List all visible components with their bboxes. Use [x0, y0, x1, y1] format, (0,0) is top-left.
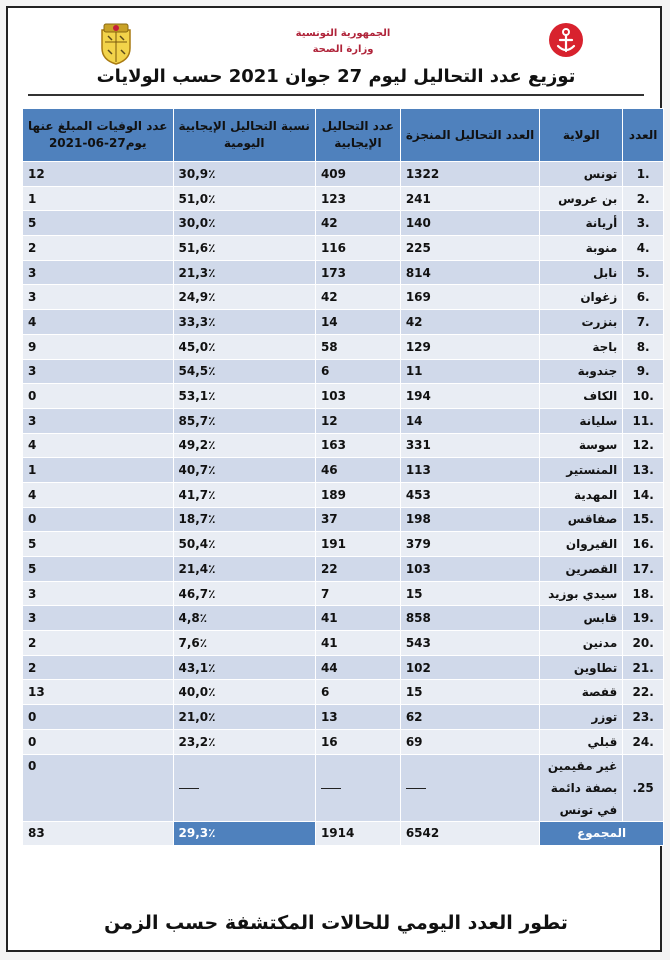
row-deaths: 3: [23, 285, 174, 310]
table-row: [23, 384, 664, 409]
table-row: [23, 334, 664, 359]
row-deaths: 2: [23, 655, 174, 680]
row-state: قابس: [540, 606, 623, 631]
row-deaths: 4: [23, 433, 174, 458]
row-state: بن عروس: [540, 186, 623, 211]
table-row: [23, 606, 664, 631]
row-tests: 113: [400, 458, 539, 483]
row-rate: 40,7٪: [173, 458, 315, 483]
row-deaths: 0: [23, 507, 174, 532]
row-rate: 51,6٪: [173, 236, 315, 261]
header-state: الولاية: [540, 109, 623, 162]
total-tests: 6542: [400, 821, 539, 846]
page-title: توزيع عدد التحاليل ليوم 27 جوان 2021 حسب الولايات: [96, 66, 576, 87]
row-tests: 42: [400, 310, 539, 335]
table-row: [23, 162, 664, 187]
row-state: القصرين: [540, 557, 623, 582]
document-sheet: [6, 6, 662, 952]
row-index: 11.: [623, 408, 664, 433]
row-positive: 103: [315, 384, 400, 409]
row-positive: 189: [315, 482, 400, 507]
row-positive: 42: [315, 285, 400, 310]
row-state: الكاف: [540, 384, 623, 409]
row-positive: 123: [315, 186, 400, 211]
title-underline: [28, 94, 644, 96]
row-state: جندوبة: [540, 359, 623, 384]
row-rate: 21,0٪: [173, 705, 315, 730]
row-index: 2.: [623, 186, 664, 211]
row-deaths: 3: [23, 606, 174, 631]
row-tests: 858: [400, 606, 539, 631]
row-positive: 16: [315, 729, 400, 754]
row-index: 22.: [623, 680, 664, 705]
row-rate-empty: [173, 754, 315, 821]
row-tests: 225: [400, 236, 539, 261]
table-row: [23, 186, 664, 211]
table-row: [23, 408, 664, 433]
row-positive: 14: [315, 310, 400, 335]
row-state: سوسة: [540, 433, 623, 458]
table-row: [23, 557, 664, 582]
row-positive: 116: [315, 236, 400, 261]
total-label: المجموع: [540, 821, 664, 846]
row-deaths: 1: [23, 458, 174, 483]
row-tests: 15: [400, 680, 539, 705]
header-positive: عدد التحاليل الإيجابية: [315, 109, 400, 162]
table-row: [23, 631, 664, 656]
total-rate: 29,3٪: [173, 821, 315, 846]
row-positive: 163: [315, 433, 400, 458]
row-index: 21.: [623, 655, 664, 680]
row-positive: 6: [315, 359, 400, 384]
row-positive: 46: [315, 458, 400, 483]
row-tests: 194: [400, 384, 539, 409]
row-index: 15.: [623, 507, 664, 532]
row-tests: 198: [400, 507, 539, 532]
row-tests: 11: [400, 359, 539, 384]
row-rate: 4,8٪: [173, 606, 315, 631]
header-tests: العدد التحاليل المنجزة: [400, 109, 539, 162]
tunisia-coat-of-arms-icon: [96, 20, 136, 66]
row-state: سيدي بوزيد: [540, 581, 623, 606]
header-rate: نسبة التحاليل الإيجابية اليومية: [173, 109, 315, 162]
row-deaths: 12: [23, 162, 174, 187]
row-tests: 241: [400, 186, 539, 211]
row-index: 24.: [623, 729, 664, 754]
row-deaths: 9: [23, 334, 174, 359]
row-state: قفصة: [540, 680, 623, 705]
total-positive: 1914: [315, 821, 400, 846]
row-positive: 191: [315, 532, 400, 557]
table-row: [23, 260, 664, 285]
row-rate: 41,7٪: [173, 482, 315, 507]
row-tests: 331: [400, 433, 539, 458]
row-positive: 173: [315, 260, 400, 285]
row-deaths: 4: [23, 482, 174, 507]
row-state: توزر: [540, 705, 623, 730]
row-rate: 7,6٪: [173, 631, 315, 656]
row-tests-empty: [400, 754, 539, 821]
row-positive: 37: [315, 507, 400, 532]
row-tests: 169: [400, 285, 539, 310]
row-index: 12.: [623, 433, 664, 458]
section-heading-footer: تطور العدد اليومي للحالات المكتشفة حسب الزمن: [104, 912, 568, 934]
row-index: 20.: [623, 631, 664, 656]
row-index: 5.: [623, 260, 664, 285]
row-state: مدنين: [540, 631, 623, 656]
row-state: منوبة: [540, 236, 623, 261]
total-deaths: 83: [23, 821, 174, 846]
row-tests: 543: [400, 631, 539, 656]
ministry-name: وزارة الصحة: [312, 44, 374, 55]
row-index: 9.: [623, 359, 664, 384]
row-state: قبلي: [540, 729, 623, 754]
row-state: نابل: [540, 260, 623, 285]
row-rate: 49,2٪: [173, 433, 315, 458]
row-deaths: 3: [23, 359, 174, 384]
table-row: [23, 532, 664, 557]
row-index: 6.: [623, 285, 664, 310]
row-positive: 6: [315, 680, 400, 705]
table-row: [23, 359, 664, 384]
row-deaths: 3: [23, 260, 174, 285]
row-rate: 53,1٪: [173, 384, 315, 409]
row-positive: 22: [315, 557, 400, 582]
row-index: 8.: [623, 334, 664, 359]
row-state: باجة: [540, 334, 623, 359]
ministry-health-logo-icon: [548, 22, 584, 58]
row-deaths: 0: [23, 729, 174, 754]
table-row: [23, 310, 664, 335]
row-state: صفاقس: [540, 507, 623, 532]
row-rate: 18,7٪: [173, 507, 315, 532]
row-state: غير مقيمين بصفة دائمة في تونس: [540, 754, 623, 821]
row-deaths: 5: [23, 532, 174, 557]
table-row: [23, 482, 664, 507]
row-tests: 102: [400, 655, 539, 680]
row-tests: 129: [400, 334, 539, 359]
row-rate: 21,4٪: [173, 557, 315, 582]
republic-name: الجمهورية التونسية: [295, 28, 391, 39]
row-rate: 85,7٪: [173, 408, 315, 433]
table-header-row: [23, 109, 664, 162]
row-deaths: 2: [23, 236, 174, 261]
table-row: [23, 705, 664, 730]
row-index: .25: [623, 754, 664, 821]
row-index: 4.: [623, 236, 664, 261]
row-deaths: 4: [23, 310, 174, 335]
row-tests: 103: [400, 557, 539, 582]
row-tests: 1322: [400, 162, 539, 187]
row-deaths: 0: [23, 705, 174, 730]
row-positive: 44: [315, 655, 400, 680]
row-rate: 30,9٪: [173, 162, 315, 187]
row-positive: 42: [315, 211, 400, 236]
row-deaths: 5: [23, 211, 174, 236]
row-deaths: 0: [23, 384, 174, 409]
row-positive: 41: [315, 606, 400, 631]
row-state: تونس: [540, 162, 623, 187]
row-state: القيروان: [540, 532, 623, 557]
row-deaths: 5: [23, 557, 174, 582]
row-index: 16.: [623, 532, 664, 557]
row-rate: 40,0٪: [173, 680, 315, 705]
row-index: 13.: [623, 458, 664, 483]
table-row: [23, 680, 664, 705]
row-state: زغوان: [540, 285, 623, 310]
table-row: [23, 655, 664, 680]
table-row: [23, 458, 664, 483]
row-deaths: 3: [23, 408, 174, 433]
row-rate: 54,5٪: [173, 359, 315, 384]
row-rate: 23,2٪: [173, 729, 315, 754]
row-positive: 13: [315, 705, 400, 730]
row-rate: 51,0٪: [173, 186, 315, 211]
row-state: المنستير: [540, 458, 623, 483]
row-index: 14.: [623, 482, 664, 507]
table-row: [23, 507, 664, 532]
row-positive: 41: [315, 631, 400, 656]
table-row: [23, 729, 664, 754]
row-positive-empty: [315, 754, 400, 821]
row-tests: 62: [400, 705, 539, 730]
table-row: [23, 236, 664, 261]
row-index: 10.: [623, 384, 664, 409]
table-row-nonresident: [23, 754, 664, 821]
row-rate: 45,0٪: [173, 334, 315, 359]
row-state: المهدية: [540, 482, 623, 507]
row-rate: 46,7٪: [173, 581, 315, 606]
row-state: تطاوين: [540, 655, 623, 680]
table-row: [23, 581, 664, 606]
row-positive: 58: [315, 334, 400, 359]
government-header: [278, 26, 408, 58]
row-tests: 15: [400, 581, 539, 606]
row-index: 1.: [623, 162, 664, 187]
row-tests: 379: [400, 532, 539, 557]
row-deaths: 1: [23, 186, 174, 211]
row-tests: 453: [400, 482, 539, 507]
row-tests: 140: [400, 211, 539, 236]
row-index: 3.: [623, 211, 664, 236]
row-index: 23.: [623, 705, 664, 730]
table-row: [23, 433, 664, 458]
row-positive: 409: [315, 162, 400, 187]
row-state: أريانة: [540, 211, 623, 236]
row-positive: 7: [315, 581, 400, 606]
row-state: سليانة: [540, 408, 623, 433]
row-index: 7.: [623, 310, 664, 335]
row-rate: 43,1٪: [173, 655, 315, 680]
tests-by-state-table: [22, 108, 664, 846]
row-rate: 24,9٪: [173, 285, 315, 310]
row-tests: 69: [400, 729, 539, 754]
row-tests: 14: [400, 408, 539, 433]
row-deaths: 3: [23, 581, 174, 606]
table-total-row: [23, 821, 664, 846]
row-rate: 21,3٪: [173, 260, 315, 285]
header-index: العدد: [623, 109, 664, 162]
row-rate: 30,0٪: [173, 211, 315, 236]
row-index: 17.: [623, 557, 664, 582]
header-deaths: عدد الوفيات المبلغ عنها يوم27-06-2021: [23, 109, 174, 162]
row-index: 18.: [623, 581, 664, 606]
row-deaths: 2: [23, 631, 174, 656]
row-deaths: 0: [23, 754, 174, 821]
row-tests: 814: [400, 260, 539, 285]
table-row: [23, 211, 664, 236]
row-deaths: 13: [23, 680, 174, 705]
row-state: بنزرت: [540, 310, 623, 335]
row-index: 19.: [623, 606, 664, 631]
row-positive: 12: [315, 408, 400, 433]
row-rate: 50,4٪: [173, 532, 315, 557]
row-rate: 33,3٪: [173, 310, 315, 335]
table-row: [23, 285, 664, 310]
